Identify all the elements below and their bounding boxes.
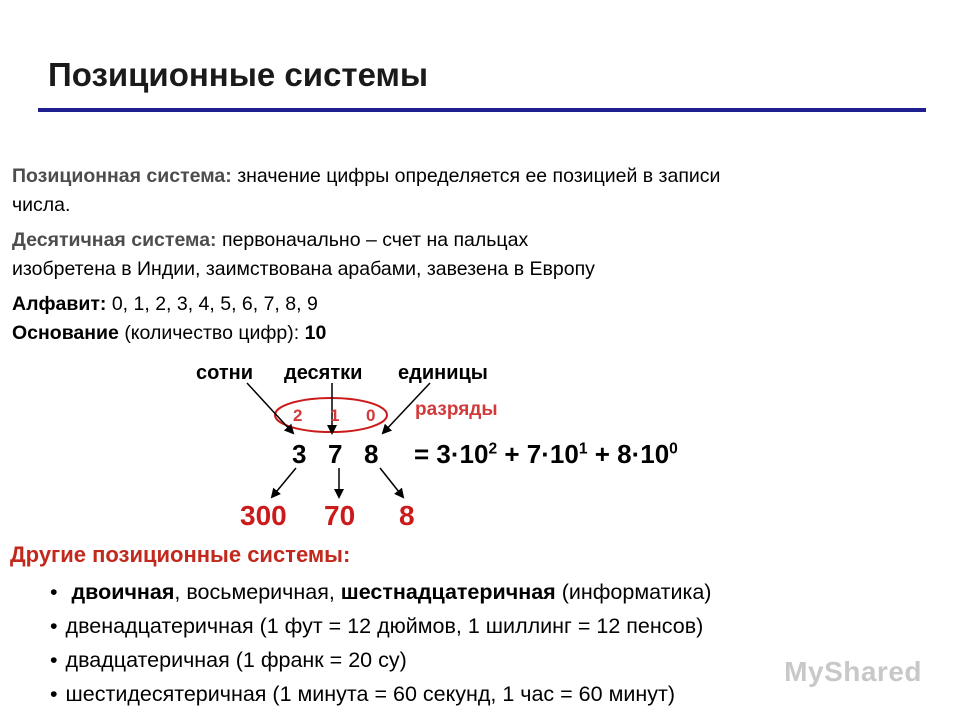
decimal-term: Десятичная система: [12, 229, 217, 251]
other-systems-list [50, 575, 711, 711]
expansion-mid2: + 8·10 [587, 439, 670, 469]
item4-text: шестидесятеричная (1 минута = 60 секунд, 1 час = 60 минут) [65, 682, 675, 706]
positional-term: Позиционная система: [12, 165, 232, 187]
decimal-def-line2: изобретена в Индии, заимствована арабами, завезена в Европу [12, 258, 595, 280]
alphabet-value: 0, 1, 2, 3, 4, 5, 6, 7, 8, 9 [111, 293, 318, 315]
rank-2: 2 [293, 406, 303, 425]
label-hundreds: сотни [196, 362, 254, 384]
value-70: 70 [324, 500, 356, 531]
positional-def-line1: значение цифры определяется ее позицией в записи [237, 165, 721, 187]
label-units: единицы [398, 362, 488, 384]
label-tens: десятки [284, 362, 363, 384]
rank-1: 1 [330, 406, 340, 425]
item1-text1: , восьмеричная, [174, 580, 341, 604]
expansion-prefix: = 3·10 [414, 439, 489, 469]
base-paren: (количество цифр): [124, 322, 300, 344]
digit-8: 8 [364, 439, 379, 469]
exp-2: 2 [488, 440, 498, 458]
base-label: Основание [12, 322, 119, 344]
exp-0: 0 [669, 440, 678, 458]
positional-def-line2: числа. [12, 194, 71, 216]
decimal-def-line1: первоначально – счет на пальцах [221, 229, 529, 251]
item3-text: двадцатеричная (1 франк = 20 су) [65, 648, 407, 672]
list-item [50, 643, 711, 677]
value-8: 8 [399, 500, 415, 531]
list-item [50, 677, 711, 711]
alphabet-label: Алфавит: [12, 293, 107, 315]
arrow-hundreds [247, 383, 293, 433]
item1-text2: (информатика) [555, 580, 712, 604]
page-title: Позиционные системы [48, 56, 429, 93]
arrow-value-8 [380, 468, 403, 497]
value-300: 300 [240, 500, 287, 531]
rank-0: 0 [366, 406, 376, 425]
exp-1: 1 [578, 440, 588, 458]
digit-3: 3 [292, 439, 307, 469]
list-item [50, 609, 711, 643]
binary-term: двоичная [71, 580, 175, 604]
ranks-label: разряды [415, 399, 498, 420]
item2-text: двенадцатеричная (1 фут = 12 дюймов, 1 шиллинг = 12 пенсов) [65, 614, 704, 638]
base-value: 10 [304, 322, 327, 344]
watermark-logo: MyShared [784, 656, 922, 687]
digit-7: 7 [328, 439, 343, 469]
other-systems-title: Другие позиционные системы: [10, 542, 351, 567]
list-item [50, 575, 711, 609]
hex-term: шестнадцатеричная [340, 580, 556, 604]
arrow-value-300 [272, 468, 296, 497]
expansion-mid1: + 7·10 [497, 439, 579, 469]
expansion-formula [414, 439, 678, 470]
